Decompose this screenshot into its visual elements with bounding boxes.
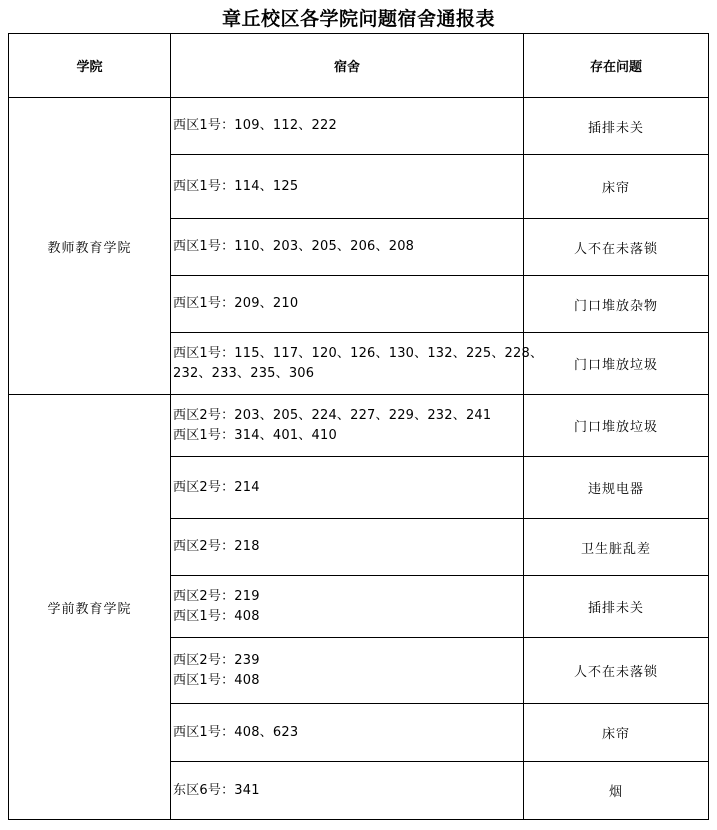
header-row [9, 34, 709, 98]
table-body [9, 98, 709, 820]
dorm-cell [171, 576, 524, 638]
table-row [9, 98, 709, 155]
dorm-cell [171, 704, 524, 762]
dorm-line: 西区1号：115、117、120、126、130、132、225、228、 [173, 345, 544, 361]
dorm-line: 东区6号：341 [173, 782, 260, 798]
table-row [9, 395, 709, 457]
dorm-line: 西区2号：219 [173, 588, 260, 604]
dorm-cell [171, 638, 524, 704]
dorm-line: 西区1号：408 [173, 672, 260, 688]
dorm-line: 西区1号：114、125 [173, 178, 299, 194]
issue-cell: 人不在未落锁 [524, 638, 709, 704]
dorm-line: 西区2号：218 [173, 539, 260, 554]
issue-cell: 门口堆放杂物 [524, 276, 709, 333]
issue-cell: 插排未关 [524, 576, 709, 638]
dorm-line: 232、233、235、306 [173, 365, 315, 381]
header-issue: 存在问题 [524, 34, 709, 98]
page-title: 章丘校区各学院问题宿舍通报表 [221, 8, 495, 30]
issue-cell: 床帘 [524, 155, 709, 219]
dorm-cell [171, 98, 524, 155]
dorm-cell [171, 276, 524, 333]
dorm-cell [171, 219, 524, 276]
dorm-cell [171, 519, 524, 576]
dorm-cell [171, 155, 524, 219]
college-cell: 教师教育学院 [9, 98, 171, 395]
issue-cell: 违规电器 [524, 457, 709, 519]
issue-cell: 烟 [524, 762, 709, 820]
issue-cell: 门口堆放垃圾 [524, 333, 709, 395]
dorm-cell [171, 762, 524, 820]
dorm-line: 西区1号：408、623 [173, 724, 299, 740]
dorm-cell [171, 333, 544, 395]
issue-cell: 床帘 [524, 704, 709, 762]
dorm-line: 西区1号：408 [173, 608, 260, 624]
dorm-line: 西区1号：109、112、222 [173, 118, 337, 133]
issue-cell: 卫生脏乱差 [524, 519, 709, 576]
dorm-line: 西区2号：203、205、224、227、229、232、241 [173, 407, 492, 423]
header-dorm: 宿舍 [171, 34, 524, 98]
dorm-line: 西区1号：209、210 [173, 296, 299, 311]
dorm-line: 西区2号：214 [173, 479, 260, 495]
dorm-cell [171, 457, 524, 519]
dorm-line: 西区2号：239 [173, 652, 260, 668]
issue-cell: 插排未关 [524, 98, 709, 155]
dorm-line: 西区1号：314、401、410 [173, 427, 337, 443]
issue-cell: 人不在未落锁 [524, 219, 709, 276]
dorm-line: 西区1号：110、203、205、206、208 [173, 239, 415, 254]
dorm-cell [171, 395, 524, 457]
dorm-report-table [8, 33, 709, 820]
college-cell: 学前教育学院 [9, 395, 171, 820]
header-college: 学院 [9, 34, 171, 98]
issue-cell: 门口堆放垃圾 [524, 395, 709, 457]
